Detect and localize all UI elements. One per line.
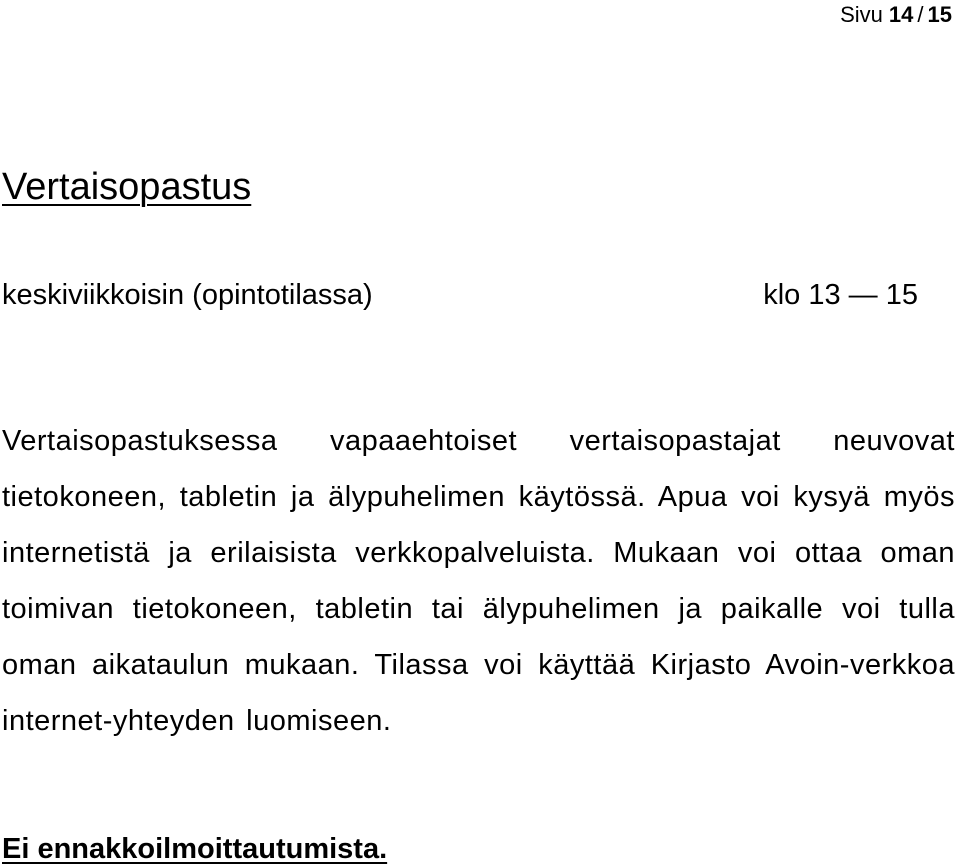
page-total: 15: [927, 2, 952, 27]
schedule-time: klo 13 — 15: [763, 279, 918, 311]
section-title: Vertaisopastus: [2, 166, 252, 208]
page-number: [840, 2, 952, 28]
signup-note: Ei ennakkoilmoittautumista.: [2, 833, 388, 865]
schedule-day: keskiviikkoisin (opintotilassa): [2, 279, 373, 311]
page-separator: /: [917, 2, 924, 27]
page-current: 14: [888, 2, 914, 27]
schedule-row: [2, 276, 918, 314]
description-paragraph: Vertaisopastuksessa vapaaehtoiset vertaisopastajat neuvovat tietokoneen, tabletin ja älypuhelimen käytössä. Apua voi kysyä myös internetistä ja erilaisista verkkopalveluista. Mukaan voi ottaa oman toimivan tietokoneen, tabletin tai älypuhelimen ja paikalle voi tulla oman aikataulun mukaan. Tilassa voi käyttää Kirjasto Avoin-verkkoa internet-yhteyden luomiseen.: [2, 425, 955, 737]
page-label: Sivu: [840, 2, 883, 27]
